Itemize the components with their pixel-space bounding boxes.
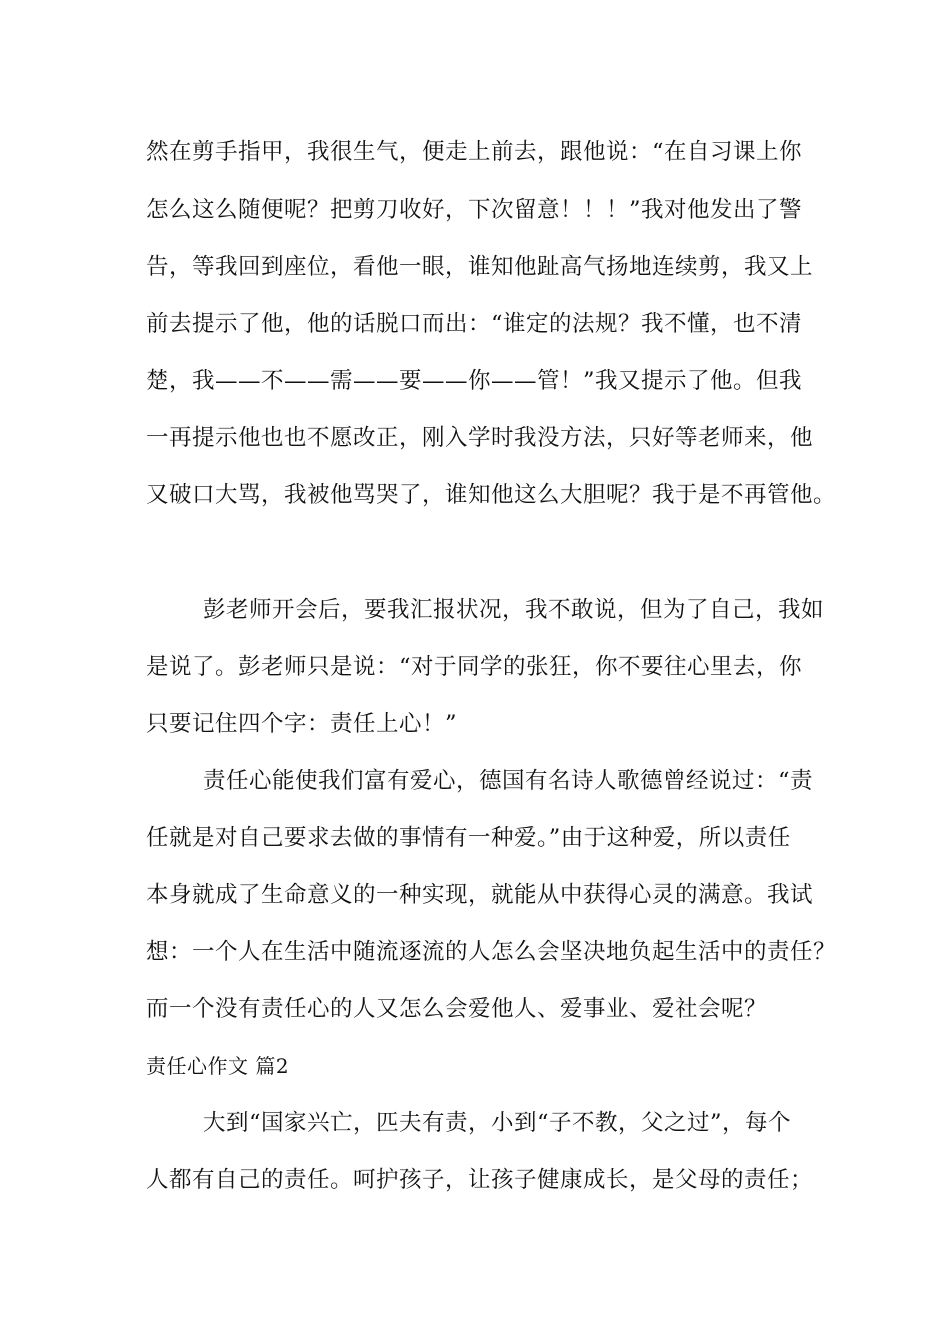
text-line: 然在剪手指甲，我很生气，便走上前去，跟他说：“在自习课上你 bbox=[146, 139, 803, 165]
text-line: 是说了。彭老师只是说：“对于同学的张狂，你不要往心里去，你 bbox=[146, 654, 803, 680]
text-line: 人都有自己的责任。呵护孩子，让孩子健康成长，是父母的责任； bbox=[146, 1167, 814, 1193]
paragraph-first-line: 大到“国家兴亡，匹夫有责，小到“子不教，父之过”，每个 bbox=[203, 1110, 792, 1136]
text-line: 想：一个人在生活中随流逐流的人怎么会坚决地负起生活中的责任？ bbox=[146, 939, 837, 965]
section-heading: 责任心作文 篇2 bbox=[146, 1054, 290, 1078]
paragraph-first-line: 彭老师开会后，要我汇报状况，我不敢说，但为了自己，我如 bbox=[203, 597, 825, 623]
text-line: 怎么这么随便呢？把剪刀收好，下次留意！！！”我对他发出了警 bbox=[146, 197, 803, 223]
text-line: 而一个没有责任心的人又怎么会爱他人、爱事业、爱社会呢？ bbox=[146, 996, 768, 1022]
text-line: 只要记住四个字：责任上心！” bbox=[146, 711, 458, 737]
text-line: 又破口大骂，我被他骂哭了，谁知他这么大胆呢？我于是不再管他。 bbox=[146, 482, 837, 508]
paragraph-first-line: 责任心能使我们富有爱心，德国有名诗人歌德曾经说过：“责 bbox=[203, 768, 814, 794]
text-line: 楚，我——不——需——要——你——管！”我又提示了他。但我 bbox=[146, 368, 803, 394]
text-line: 本身就成了生命意义的一种实现，就能从中获得心灵的满意。我试 bbox=[146, 882, 814, 908]
text-line: 前去提示了他，他的话脱口而出：“谁定的法规？我不懂，也不清 bbox=[146, 311, 803, 337]
text-line: 一再提示他也也不愿改正，刚入学时我没方法，只好等老师来，他 bbox=[146, 425, 814, 451]
text-line: 任就是对自己要求去做的事情有一种爱。”由于这种爱，所以责任 bbox=[146, 825, 791, 851]
text-line: 告，等我回到座位，看他一眼，谁知他趾高气扬地连续剪，我又上 bbox=[146, 254, 814, 280]
